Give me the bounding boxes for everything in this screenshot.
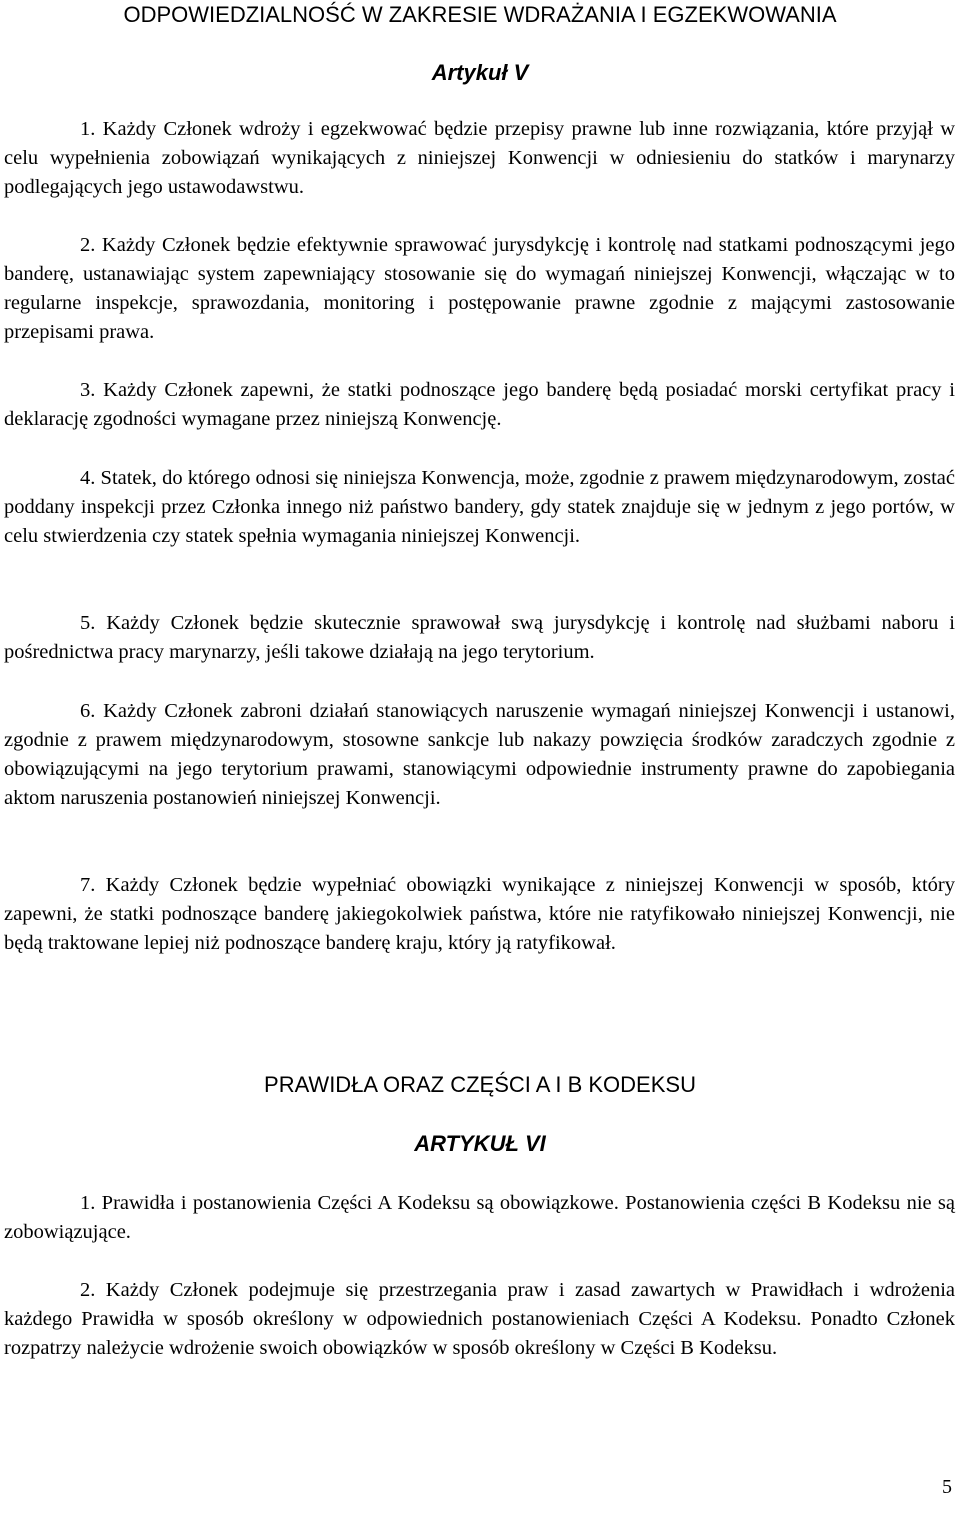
article-paragraph: 2. Każdy Członek podejmuje się przestrzegania praw i zasad zawartych w Prawidłach i wdrożenia każdego Prawidła w sposób określony w odpowiednich postanowieniach Części A Kodeksu. Ponadto Członek rozpatrzy należycie wdrożenie swoich obowiązków w sposób określony w Części B Kodeksu. <box>4 1279 955 1359</box>
article-paragraph: 1. Prawidła i postanowienia Części A Kodeksu są obowiązkowe. Postanowienia części B Kodeksu nie są zobowiązujące. <box>4 1192 955 1243</box>
page-number: 5 <box>942 1476 952 1498</box>
article-paragraph: 7. Każdy Członek będzie wypełniać obowiązki wynikające z niniejszej Konwencji w sposób, który zapewni, że statki podnoszące banderę jakiegokolwiek państwa, które nie ratyfikowało niniejszej Konwencji, nie będą traktowane lepiej niż podnoszące banderę kraju, który ją ratyfikował. <box>4 874 955 954</box>
article-heading: ARTYKUŁ VI <box>414 1131 546 1156</box>
article-paragraph: 5. Każdy Członek będzie skutecznie sprawował swą jurysdykcję i kontrolę nad służbami naboru i pośrednictwa pracy marynarzy, jeśli takowe działają na jego terytorium. <box>4 612 955 663</box>
article-paragraph: 1. Każdy Członek wdroży i egzekwować będzie przepisy prawne lub inne rozwiązania, które przyjął w celu wypełnienia zobowiązań wynikających z niniejszej Konwencji w odniesieniu do statków i marynarzy podlegających jego ustawodawstwu. <box>4 118 955 198</box>
article-paragraph: 2. Każdy Członek będzie efektywnie sprawować jurysdykcję i kontrolę nad statkami podnoszącymi jego banderę, ustanawiając system zapewniający stosowanie się do wymagań niniejszej Konwencji, włączając w to regularne inspekcje, sprawozdania, monitoring i postępowanie prawne zgodnie z mającymi zastosowanie przepisami prawa. <box>4 234 955 343</box>
article-paragraph: 6. Każdy Członek zabroni działań stanowiących naruszenie wymagań niniejszej Konwencji i ustanowi, zgodnie z prawem międzynarodowym, stosowne sankcje lub nakazy powzięcia środków zaradczych zgodnie z obowiązującymi na jego terytorium prawami, stanowiącymi odpowiednie instrumenty prawne do zapobiegania aktom naruszenia postanowień niniejszej Konwencji. <box>4 700 955 809</box>
article-paragraph: 4. Statek, do którego odnosi się niniejsza Konwencja, może, zgodnie z prawem międzynarodowym, zostać poddany inspekcji przez Członka innego niż państwo bandery, gdy statek znajduje się w jednym z jego portów, w celu stwierdzenia czy statek spełnia wymagania niniejszej Konwencji. <box>4 467 955 547</box>
article-paragraph: 3. Każdy Członek zapewni, że statki podnoszące jego banderę będą posiadać morski certyfikat pracy i deklarację zgodności wymagane przez niniejszą Konwencję. <box>4 379 955 430</box>
section-title: PRAWIDŁA ORAZ CZĘŚCI A I B KODEKSU <box>264 1072 696 1097</box>
section-title: ODPOWIEDZIALNOŚĆ W ZAKRESIE WDRAŻANIA I EGZEKWOWANIA <box>123 2 837 27</box>
article-heading: Artykuł V <box>431 60 529 85</box>
